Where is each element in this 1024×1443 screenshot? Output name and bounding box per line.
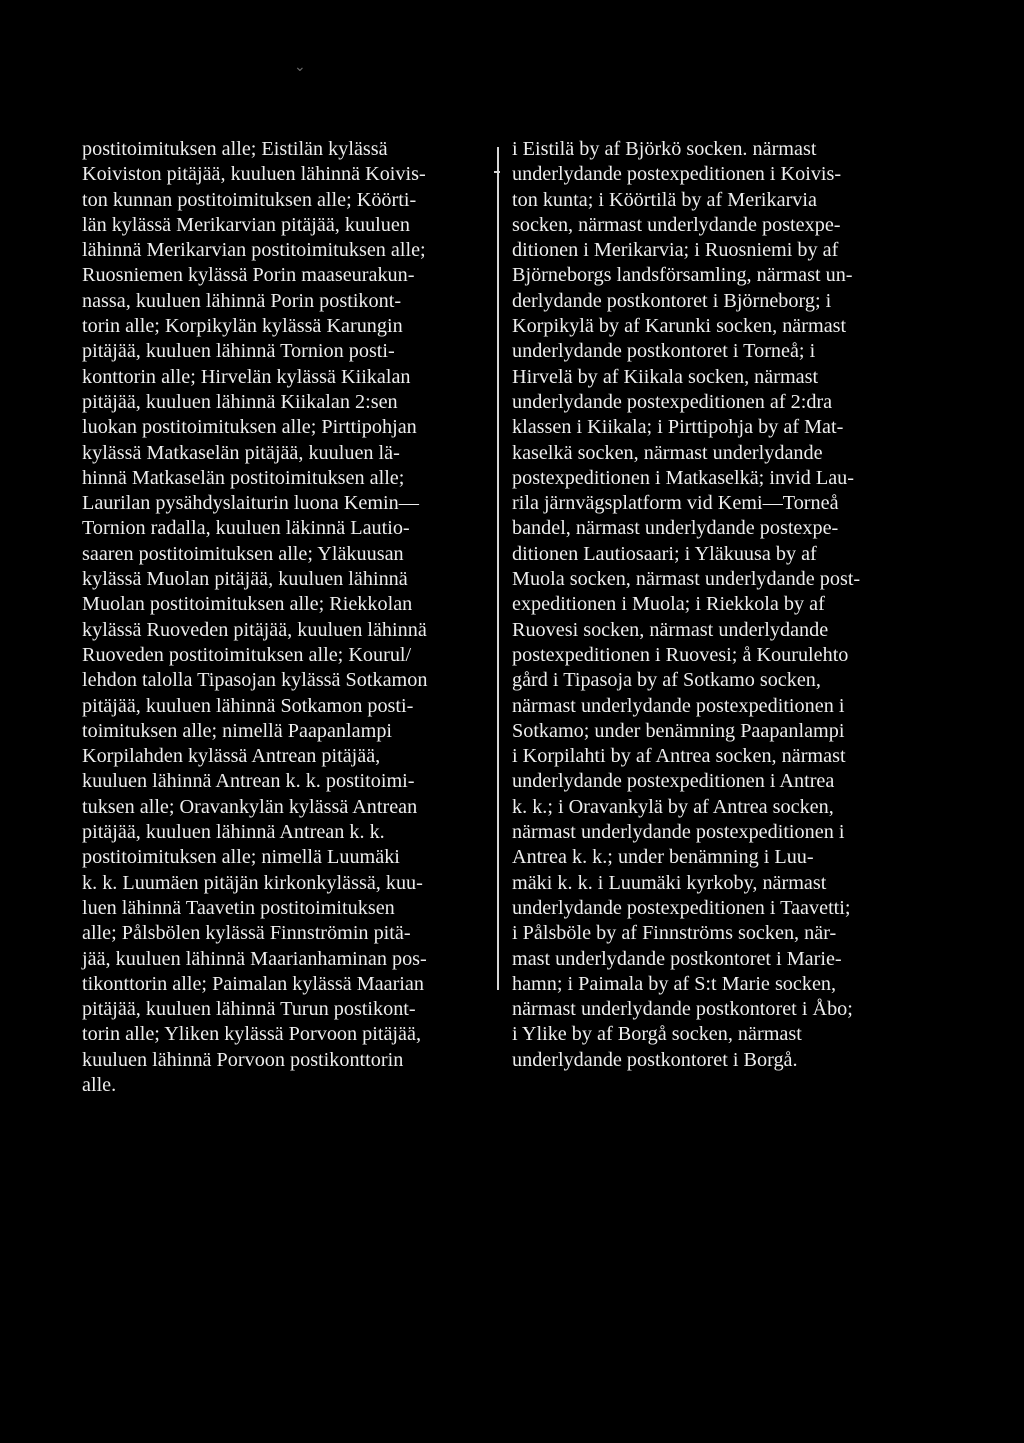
text-line: torin alle; Korpikylän kylässä Karungin [82,315,403,338]
text-line: hamn; i Paimala by af S:t Marie socken, [512,972,837,995]
text-line: rila järnvägsplatform vid Kemi—Torneå [512,492,839,515]
text-line: Ruoveden postitoimituksen alle; Kourul/ [82,643,412,666]
text-line: pitäjää, kuuluen lähinnä Antrean k. k. [82,821,385,844]
text-line: pitäjää, kuuluen lähinnä Sotkamon posti- [82,694,414,717]
text-line: i Korpilahti by af Antrea socken, närmast [512,745,846,768]
text-line: i Pålsböle by af Finnströms socken, när- [512,922,837,945]
text-line: underlydande postkontoret i Borgå. [512,1048,798,1071]
scan-mark: ⌄ [294,59,306,75]
text-line: kylässä Muolan pitäjää, kuuluen lähinnä [82,568,408,591]
text-line: ditionen Lautiosaari; i Yläkuusa by af [512,542,817,565]
text-line: tikonttorin alle; Paimalan kylässä Maarian [82,972,424,995]
text-line: Hirvelä by af Kiikala socken, närmast [512,365,819,388]
swedish-text-column [512,137,914,1073]
text-line: toimituksen alle; nimellä Paapanlampi [82,719,393,742]
text-line: Korpilahden kylässä Antrean pitäjää, [82,745,381,768]
text-line: postitoimituksen alle; nimellä Luumäki [82,846,400,869]
text-line: Ruovesi socken, närmast underlydande [512,618,829,641]
text-line: lähinnä Merikarvian postitoimituksen alle; [82,239,426,262]
text-line: postexpeditionen i Ruovesi; å Kourulehto [512,643,849,666]
text-line: bandel, närmast underlydande postexpe- [512,517,839,540]
text-line: Sotkamo; under benämning Paapanlampi [512,719,845,742]
text-line: kylässä Matkaselän pitäjää, kuuluen lä- [82,441,400,464]
column-divider [497,147,499,990]
text-line: tuksen alle; Oravankylän kylässä Antrean [82,795,418,818]
text-line: Korpikylä by af Karunki socken, närmast [512,315,847,338]
text-line: postitoimituksen alle; Eistilän kylässä [82,138,388,160]
text-line: underlydande postkontoret i Torneå; i [512,340,816,363]
text-line: postexpeditionen i Matkaselkä; invid Lau- [512,466,854,489]
text-line: alle; Pålsbölen kylässä Finnströmin pitä- [82,922,411,945]
text-line: ton kunnan postitoimituksen alle; Köörti- [82,188,417,211]
text-line: Muolan postitoimituksen alle; Riekkolan [82,593,413,616]
text-line: luen lähinnä Taavetin postitoimituksen [82,896,395,919]
text-line: saaren postitoimituksen alle; Yläkuusan [82,542,404,565]
text-line: ton kunta; i Köörtilä by af Merikarvia [512,188,817,211]
text-line: lehdon talolla Tipasojan kylässä Sotkamon [82,669,428,692]
text-line: socken, närmast underlydande postexpe- [512,213,841,236]
text-line: pitäjää, kuuluen lähinnä Tornion posti- [82,340,395,363]
text-line: pitäjää, kuuluen lähinnä Turun postikont- [82,998,416,1021]
text-line: mast underlydande postkontoret i Marie- [512,947,842,970]
text-line: närmast underlydande postexpeditionen i [512,694,845,717]
text-line: Koiviston pitäjää, kuuluen lähinnä Koivis- [82,163,426,186]
text-line: underlydande postexpeditionen i Taavetti; [512,896,851,919]
text-line: k. k. Luumäen pitäjän kirkonkylässä, kuu- [82,871,423,894]
text-line: i Ylike by af Borgå socken, närmast [512,1023,802,1046]
text-line: närmast underlydande postkontoret i Åbo; [512,998,853,1021]
text-line: klassen i Kiikala; i Pirttipohja by af Mat- [512,416,844,439]
text-line: derlydande postkontoret i Björneborg; i [512,289,832,312]
text-line: pitäjää, kuuluen lähinnä Kiikalan 2:sen [82,390,398,413]
text-line: luokan postitoimituksen alle; Pirttipohjan [82,416,417,439]
text-line: torin alle; Yliken kylässä Porvoon pitäjää, [82,1023,421,1046]
text-line: ditionen i Merikarvia; i Ruosniemi by af [512,239,839,262]
text-line: hinnä Matkaselän postitoimituksen alle; [82,466,405,489]
text-line: underlydande postexpeditionen i Koivis- [512,163,842,186]
text-line: jää, kuuluen lähinnä Maarianhaminan pos- [82,947,427,970]
text-line: Tornion radalla, kuuluen läkinnä Lautio- [82,517,410,540]
text-line: kylässä Ruoveden pitäjää, kuuluen lähinnä [82,618,427,641]
text-line: Muola socken, närmast underlydande post- [512,568,861,591]
text-line: kuuluen lähinnä Porvoon postikonttorin [82,1048,404,1071]
text-line: mäki k. k. i Luumäki kyrkoby, närmast [512,871,827,894]
finnish-text-column [82,137,492,1098]
text-line: konttorin alle; Hirvelän kylässä Kiikalan [82,365,411,388]
text-line: Ruosniemen kylässä Porin maaseurakun- [82,264,415,287]
text-line: närmast underlydande postexpeditionen i [512,821,845,844]
column-divider-tick [494,171,500,173]
text-line: i Eistilä by af Björkö socken. närmast [512,138,817,160]
text-line: Antrea k. k.; under benämning i Luu- [512,846,814,869]
text-line: län kylässä Merikarvian pitäjää, kuuluen [82,213,410,236]
text-line: underlydande postexpeditionen af 2:dra [512,390,833,413]
text-line: Laurilan pysähdyslaiturin luona Kemin— [82,492,419,515]
text-line: gård i Tipasoja by af Sotkamo socken, [512,669,821,692]
text-line: kaselkä socken, närmast underlydande [512,441,823,464]
text-line: Björneborgs landsförsamling, närmast un- [512,264,853,287]
text-line: nassa, kuuluen lähinnä Porin postikont- [82,289,402,312]
text-line: alle. [82,1073,117,1096]
text-line: underlydande postexpeditionen i Antrea [512,770,835,793]
text-line: kuuluen lähinnä Antrean k. k. postitoimi- [82,770,415,793]
text-line: expeditionen i Muola; i Riekkola by af [512,593,825,616]
text-line: k. k.; i Oravankylä by af Antrea socken, [512,795,834,818]
